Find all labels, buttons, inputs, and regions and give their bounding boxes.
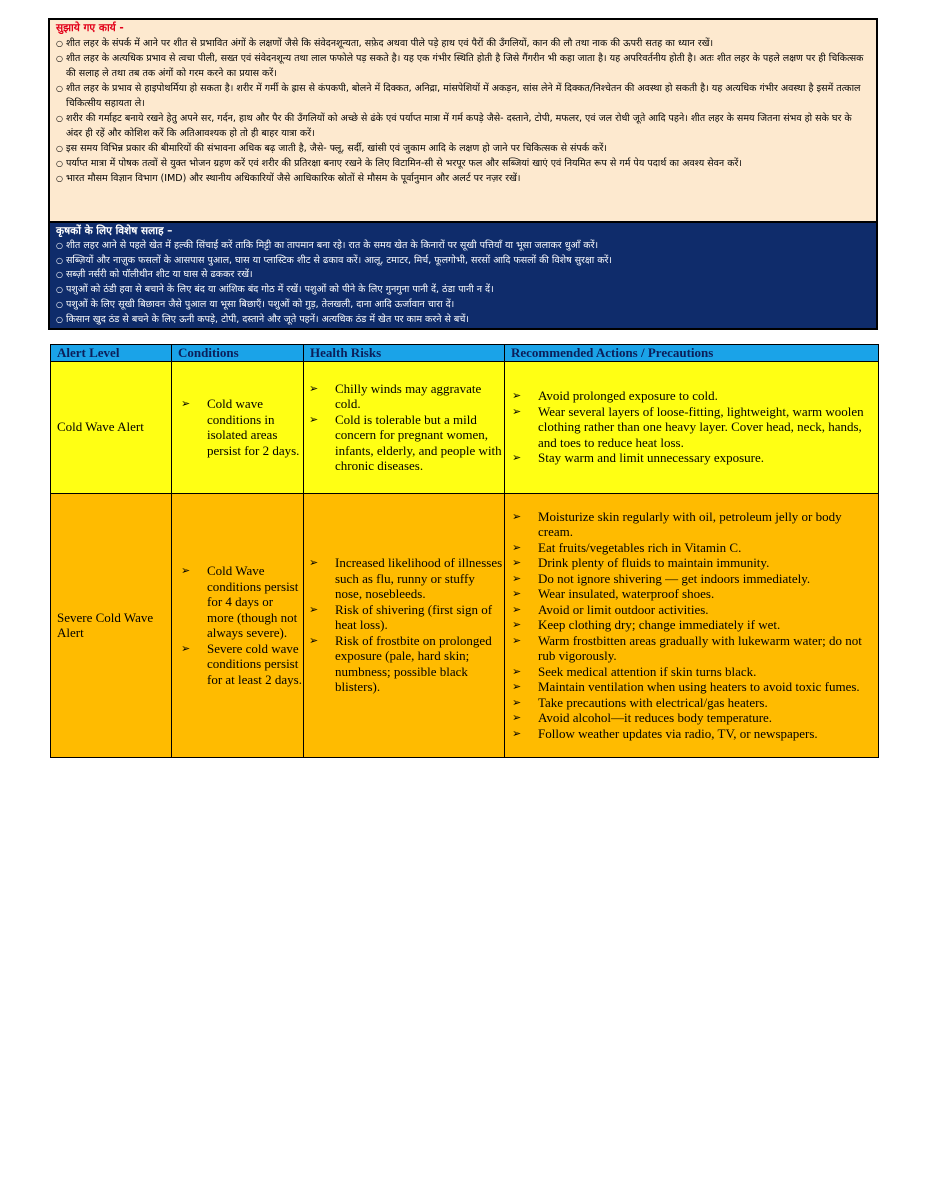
- alert-level-cell: Severe Cold Wave Alert: [51, 493, 172, 757]
- table-header-row: [51, 345, 879, 362]
- table-row-cold-wave-alert: [51, 361, 879, 493]
- conditions-cell: [172, 361, 304, 493]
- list-item: [506, 679, 877, 695]
- list-item-text: Cold is tolerable but a mild concern for pregnant women, infants, elderly, and people with chronic diseases.: [335, 411, 502, 473]
- health-risks-list: [305, 555, 503, 695]
- list-item-text: Severe cold wave conditions persist for at least 2 days.: [207, 640, 302, 687]
- list-item: [305, 412, 503, 474]
- arrowhead-bullet-icon: ➢: [512, 711, 522, 725]
- suggested-actions-heading: सुझाये गए कार्य -: [56, 22, 124, 34]
- list-item: [56, 239, 870, 254]
- list-item: [506, 602, 877, 618]
- list-item: [56, 283, 870, 298]
- list-item: [506, 450, 877, 466]
- conditions-cell: [172, 493, 304, 757]
- circle-bullet-icon: ○: [56, 174, 63, 183]
- list-item: [305, 555, 503, 602]
- list-item: [56, 141, 870, 156]
- circle-bullet-icon: ○: [56, 299, 63, 309]
- list-item: [56, 51, 870, 81]
- list-item-text: किसान खुद ठंड से बचने के लिए ऊनी कपड़े, टोपी, दस्ताने और जूते पहनें। अत्यधिक ठंड में खेत पर काम करने से बचें।: [66, 313, 469, 325]
- arrowhead-bullet-icon: ➢: [181, 564, 191, 577]
- list-item: [506, 664, 877, 680]
- list-item: [173, 641, 302, 688]
- list-item: [506, 404, 877, 451]
- list-item-text: पशुओं के लिए सूखी बिछावन जैसे पुआल या भूसा बिछाएँ। पशुओं को गुड़, तेलखली, दाना आदि ऊर्जावान चारा दें।: [66, 298, 455, 310]
- arrowhead-bullet-icon: ➢: [512, 602, 522, 616]
- arrowhead-bullet-icon: ➢: [309, 633, 319, 647]
- list-item-text: भारत मौसम विज्ञान विभाग (IMD) और स्थानीय अधिकारियों जैसे आधिकारिक स्रोतों से मौसम के पूर्वानुमान और अलर्ट पर नज़र रखें।: [66, 173, 521, 184]
- table-row-severe-cold-wave-alert: [51, 493, 879, 757]
- list-item: [506, 540, 877, 556]
- list-item-text: Keep clothing dry; change immediately if wet.: [538, 617, 781, 633]
- list-item: [506, 555, 877, 571]
- list-item-text: Avoid or limit outdoor activities.: [538, 601, 709, 617]
- column-header-alert-level: Alert Level: [51, 345, 172, 362]
- list-item-text: सब्ज़ियों और नाज़ुक फसलों के आसपास पुआल, घास या प्लास्टिक शीट से ढकाव करें। आलू, टमाटर, मिर्च, फूलगोभी, सरसों आदि फसलों की विशेष सुरक्षा करें।: [66, 254, 612, 266]
- arrowhead-bullet-icon: ➢: [512, 680, 522, 694]
- list-item: [506, 509, 877, 540]
- arrowhead-bullet-icon: ➢: [512, 556, 522, 570]
- circle-bullet-icon: ○: [56, 39, 63, 48]
- list-item-text: Risk of shivering (first sign of heat loss).: [335, 601, 493, 633]
- suggested-actions-list: [56, 36, 870, 186]
- health-risks-list: [305, 381, 503, 474]
- list-item-text: शीत लहर आने से पहले खेत में हल्की सिंचाई करें ताकि मिट्टी का तापमान बना रहे। रात के समय खेत के किनारों पर सूखी पत्तियाँ या भूसा जलाकर धुआँ करें।: [66, 240, 599, 251]
- farmers-advice-list: [56, 239, 870, 327]
- list-item-text: Maintain ventilation when using heaters to avoid toxic fumes.: [538, 679, 860, 695]
- arrowhead-bullet-icon: ➢: [512, 571, 522, 585]
- list-item: [506, 586, 877, 602]
- list-item-text: Increased likelihood of illnesses such as flu, runny or stuffy nose, nosebleeds.: [335, 555, 503, 602]
- list-item: [56, 171, 870, 186]
- list-item-text: Seek medical attention if skin turns black.: [538, 663, 757, 679]
- arrowhead-bullet-icon: ➢: [512, 587, 522, 601]
- arrowhead-bullet-icon: ➢: [512, 726, 522, 740]
- arrowhead-bullet-icon: ➢: [512, 404, 522, 418]
- list-item-text: Cold wave conditions in isolated areas persist for 2 days.: [207, 396, 300, 458]
- arrowhead-bullet-icon: ➢: [512, 509, 522, 523]
- list-item-text: Take precautions with electrical/gas heaters.: [538, 694, 768, 710]
- circle-bullet-icon: ○: [56, 314, 63, 324]
- arrowhead-bullet-icon: ➢: [512, 618, 522, 632]
- list-item-text: Wear insulated, waterproof shoes.: [538, 586, 715, 602]
- list-item: [506, 571, 877, 587]
- arrowhead-bullet-icon: ➢: [181, 641, 191, 655]
- list-item: [56, 156, 870, 171]
- circle-bullet-icon: ○: [56, 270, 63, 280]
- list-item-text: पशुओं को ठंडी हवा से बचाने के लिए बंद या आंशिक बंद गोठ में रखें। पशुओं को पीने के लिए गुनगुना पानी दें, ठंडा पानी न दें।: [66, 284, 494, 296]
- list-item-text: Warm frostbitten areas gradually with lukewarm water; do not rub vigorously.: [538, 632, 862, 664]
- arrowhead-bullet-icon: ➢: [309, 412, 319, 426]
- arrowhead-bullet-icon: ➢: [512, 664, 522, 678]
- arrowhead-bullet-icon: ➢: [512, 633, 522, 647]
- list-item: [305, 633, 503, 695]
- list-item-text: Eat fruits/vegetables rich in Vitamin C.: [538, 539, 742, 555]
- list-item-text: Risk of frostbite on prolonged exposure (pale, hard skin; numbness; possible black blisters).: [335, 632, 492, 695]
- arrowhead-bullet-icon: ➢: [181, 397, 191, 410]
- list-item: [506, 617, 877, 633]
- farmers-advice-box: [50, 223, 876, 328]
- recommended-actions-list: [506, 388, 877, 466]
- list-item: [56, 111, 870, 141]
- list-item-text: Stay warm and limit unnecessary exposure.: [538, 450, 764, 466]
- list-item: [56, 268, 870, 283]
- list-item-text: Moisturize skin regularly with oil, petroleum jelly or body cream.: [538, 508, 842, 540]
- list-item-text: शीत लहर के अत्यधिक प्रभाव से त्वचा पीली, सख्त एवं संवेदनशून्य तथा लाल फफोले पड़ सकते है। यह एक गंभीर स्थिति होती है जिसे गैंगरीन भी कहा जाता है। यह अपरिवर्तनीय होती है। अतः शीत लहर के पहले लक्षण पर ही चिकित्सक की सलाह ले तथा तब तक अंगों को गरम करने का प्रयास करें।: [66, 53, 864, 79]
- conditions-list: [173, 563, 302, 687]
- circle-bullet-icon: ○: [56, 255, 63, 265]
- list-item: [506, 710, 877, 726]
- list-item-text: Do not ignore shivering — get indoors immediately.: [538, 570, 811, 586]
- list-item-text: शीत लहर के संपर्क में आने पर शीत से प्रभावित अंगों के लक्षणों जैसे कि संवेदनशून्यता, सफ़ेद अथवा पीले पड़े हाथ एवं पैरों की उँगलियों, कान की लौ तथा नाक की ऊपरी सतह का ध्यान रखें।: [66, 38, 714, 49]
- arrowhead-bullet-icon: ➢: [309, 556, 319, 570]
- list-item: [173, 396, 302, 458]
- arrowhead-bullet-icon: ➢: [512, 389, 522, 403]
- circle-bullet-icon: ○: [56, 241, 63, 250]
- list-item: [56, 254, 870, 269]
- list-item: [56, 36, 870, 51]
- arrowhead-bullet-icon: ➢: [512, 451, 522, 465]
- list-item-text: Avoid alcohol—it reduces body temperature.: [538, 710, 773, 726]
- list-item-text: Wear several layers of loose-fitting, lightweight, warm woolen clothing rather than one heavy layer. Cover head, neck, hands, and toes to reduce heat loss.: [538, 403, 864, 450]
- list-item-text: सब्ज़ी नर्सरी को पॉलीथीन शीट या घास से ढककर रखें।: [66, 269, 253, 281]
- list-item-text: पर्याप्त मात्रा में पोषक तत्वों से युक्त भोजन ग्रहण करें एवं शरीर की प्रतिरक्षा बनाए रखने के लिए विटामिन-सी से भरपूर फल और सब्जियां खाएं एवं नियमित रूप से गर्म पेय पदार्थ का अवश्य सेवन करें।: [66, 158, 743, 169]
- list-item-text: Chilly winds may aggravate cold.: [335, 380, 482, 411]
- circle-bullet-icon: ○: [56, 84, 63, 93]
- circle-bullet-icon: ○: [56, 159, 63, 168]
- circle-bullet-icon: ○: [56, 54, 63, 63]
- health-risks-cell: [304, 493, 505, 757]
- list-item-text: Drink plenty of fluids to maintain immunity.: [538, 555, 770, 571]
- health-risks-cell: [304, 361, 505, 493]
- recommended-actions-cell: [505, 361, 879, 493]
- list-item: [305, 602, 503, 633]
- arrowhead-bullet-icon: ➢: [512, 695, 522, 709]
- arrowhead-bullet-icon: ➢: [309, 381, 319, 395]
- list-item: [506, 388, 877, 404]
- circle-bullet-icon: ○: [56, 285, 63, 295]
- column-header-health-risks: Health Risks: [304, 345, 505, 362]
- arrowhead-bullet-icon: ➢: [309, 602, 319, 616]
- list-item: [173, 563, 302, 641]
- recommended-actions-cell: [505, 493, 879, 757]
- list-item-text: Follow weather updates via radio, TV, or newspapers.: [538, 725, 818, 741]
- circle-bullet-icon: ○: [56, 114, 63, 123]
- list-item: [56, 81, 870, 111]
- list-item-text: Avoid prolonged exposure to cold.: [538, 388, 718, 404]
- alert-level-cell: Cold Wave Alert: [51, 361, 172, 493]
- list-item: [305, 381, 503, 412]
- list-item-text: इस समय विभिन्न प्रकार की बीमारियों की संभावना अधिक बढ़ जाती है, जैसे- फ्लू, सर्दी, खांसी एवं जुकाम आदि के लक्षण हो जाने पर चिकित्सक से संपर्क करें।: [66, 143, 607, 154]
- column-header-recommended-actions: Recommended Actions / Precautions: [505, 345, 879, 362]
- list-item: [56, 298, 870, 313]
- list-item-text: शरीर की गर्माहट बनाये रखने हेतु अपने सर, गर्दन, हाथ और पैर की उँगलियों को अच्छे से ढंके एवं पर्याप्त मात्रा में गर्म कपड़े जैसे- दस्ताने, टोपी, मफलर, एवं जल रोधी जूते आदि पहने। शीत लहर के समय जितना संभव हो सके घर के अंदर ही रहें और कोशिश करें कि अतिआवश्यक हो तो ही बाहर यात्रा करें।: [66, 113, 852, 139]
- recommended-actions-list: [506, 509, 877, 742]
- arrowhead-bullet-icon: ➢: [512, 540, 522, 554]
- list-item-text: Cold Wave conditions persist for 4 days or more (though not always severe).: [207, 563, 299, 640]
- advisory-box: [48, 18, 878, 330]
- alert-level-table: [50, 344, 879, 758]
- suggested-actions-box: [50, 20, 876, 223]
- list-item-text: शीत लहर के प्रभाव से हाइपोथर्मिया हो सकता है। शरीर में गर्मी के ह्रास से कंपकपी, बोलने में दिक्कत, अनिद्रा, मांसपेशियों में अकड़न, सांस लेने में दिक्कत/निश्चेतन की अवस्था हो सकती है। यह अत्यधिक गंभीर अवस्था है इसमें तत्काल चिकित्सीय सहायता ले।: [66, 83, 861, 109]
- farmers-advice-heading: कृषकों के लिए विशेष सलाह –: [56, 225, 173, 237]
- conditions-list: [173, 396, 302, 458]
- list-item: [506, 633, 877, 664]
- circle-bullet-icon: ○: [56, 144, 63, 153]
- list-item: [506, 695, 877, 711]
- column-header-conditions: Conditions: [172, 345, 304, 362]
- list-item: [56, 313, 870, 328]
- list-item: [506, 726, 877, 742]
